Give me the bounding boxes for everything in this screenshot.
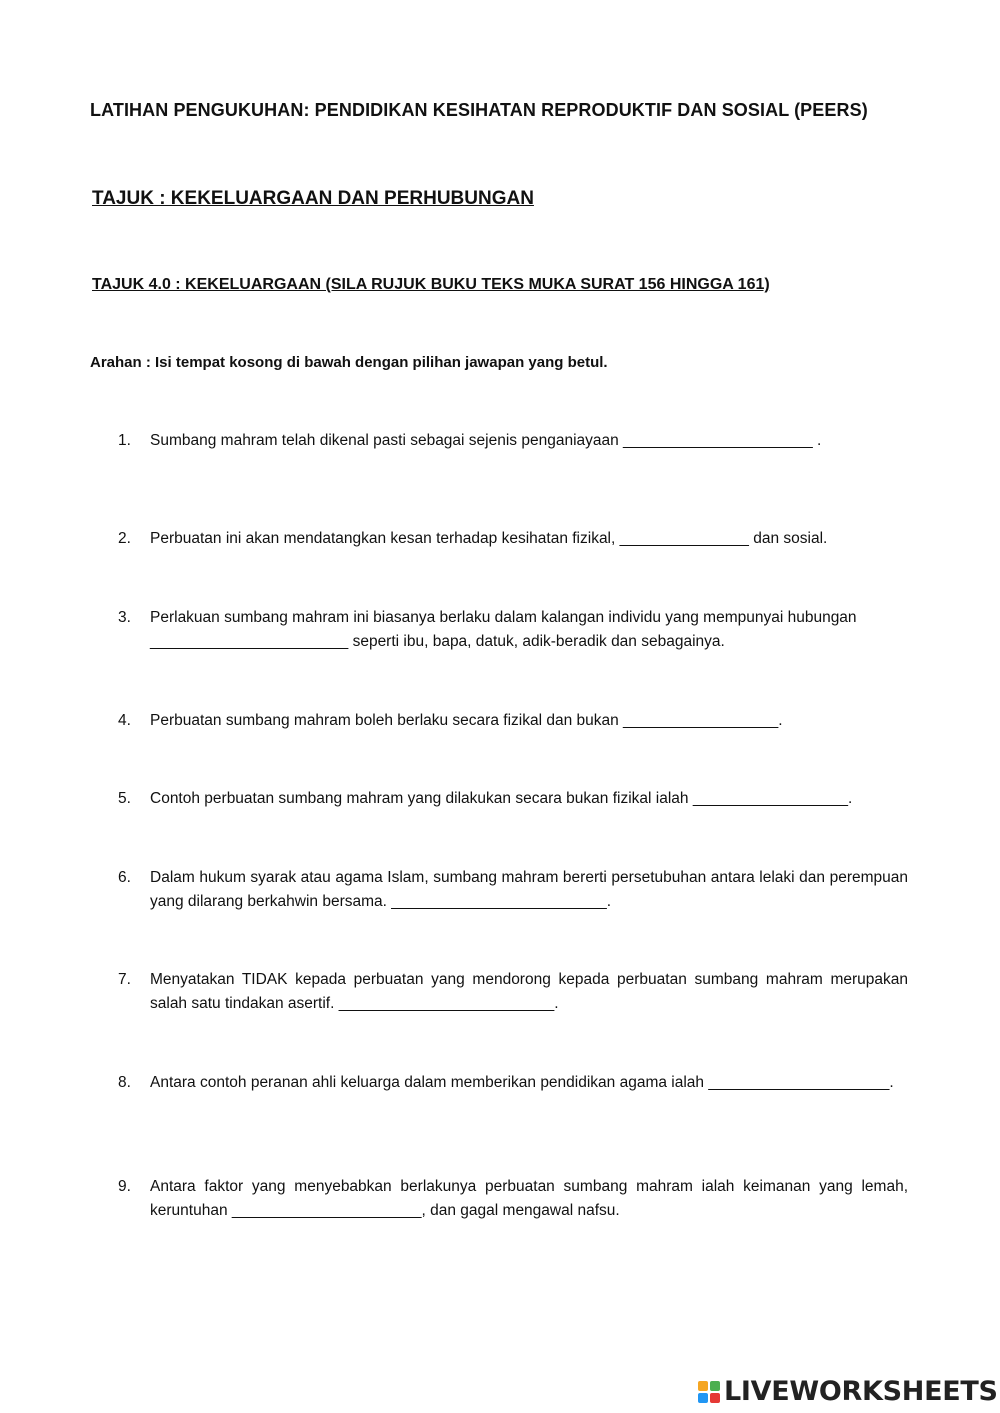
instruction-text: Arahan : Isi tempat kosong di bawah dengan pilihan jawapan yang betul. xyxy=(90,354,608,371)
question-number: 2. xyxy=(118,530,131,547)
question-5 xyxy=(118,787,908,811)
question-number: 9. xyxy=(118,1178,131,1195)
question-8 xyxy=(118,1071,908,1095)
question-2 xyxy=(118,527,908,551)
question-number: 3. xyxy=(118,609,131,626)
logo-text: LIVEWORKSHEETS xyxy=(724,1376,998,1407)
liveworksheets-logo xyxy=(698,1376,998,1407)
question-1 xyxy=(118,429,908,453)
question-number: 1. xyxy=(118,432,131,449)
question-text[interactable]: Antara faktor yang menyebabkan berlakunya perbuatan sumbang mahram ialah keimanan yang lemah, keruntuhan ______________________, dan gagal mengawal nafsu. xyxy=(150,1178,908,1219)
question-text[interactable]: Contoh perbuatan sumbang mahram yang dilakukan secara bukan fizikal ialah __________________. xyxy=(150,790,853,807)
question-text[interactable]: Perbuatan sumbang mahram boleh berlaku secara fizikal dan bukan __________________. xyxy=(150,712,783,729)
question-7 xyxy=(118,968,908,1016)
question-text[interactable]: Dalam hukum syarak atau agama Islam, sumbang mahram bererti persetubuhan antara lelaki dan perempuan yang dilarang berkahwin bersama. _________________________. xyxy=(150,869,908,910)
question-6 xyxy=(118,866,908,914)
liveworksheets-logo-icon xyxy=(698,1381,720,1403)
question-3 xyxy=(118,606,908,654)
question-number: 5. xyxy=(118,790,131,807)
question-9 xyxy=(118,1175,908,1223)
subtopic-heading: TAJUK 4.0 : KEKELUARGAAN (SILA RUJUK BUKU TEKS MUKA SURAT 156 HINGGA 161) xyxy=(92,276,770,293)
question-number: 4. xyxy=(118,712,131,729)
question-4 xyxy=(118,709,908,733)
question-text[interactable]: Menyatakan TIDAK kepada perbuatan yang mendorong kepada perbuatan sumbang mahram merupakan salah satu tindakan asertif. _________________________. xyxy=(150,971,908,1012)
question-number: 7. xyxy=(118,971,131,988)
question-number: 6. xyxy=(118,869,131,886)
question-number: 8. xyxy=(118,1074,131,1091)
question-text[interactable]: Sumbang mahram telah dikenal pasti sebagai sejenis penganiayaan ______________________ . xyxy=(150,432,822,449)
question-text[interactable]: Perlakuan sumbang mahram ini biasanya berlaku dalam kalangan individu yang mempunyai hubungan _______________________ seperti ibu, bapa, datuk, adik-beradik dan sebagainya. xyxy=(150,609,857,650)
worksheet-title: LATIHAN PENGUKUHAN: PENDIDIKAN KESIHATAN REPRODUKTIF DAN SOSIAL (PEERS) xyxy=(90,100,868,120)
topic-heading: TAJUK : KEKELUARGAAN DAN PERHUBUNGAN xyxy=(92,188,534,209)
question-text[interactable]: Antara contoh peranan ahli keluarga dalam memberikan pendidikan agama ialah _____________________. xyxy=(150,1074,894,1091)
question-text[interactable]: Perbuatan ini akan mendatangkan kesan terhadap kesihatan fizikal, _______________ dan sosial. xyxy=(150,530,828,547)
